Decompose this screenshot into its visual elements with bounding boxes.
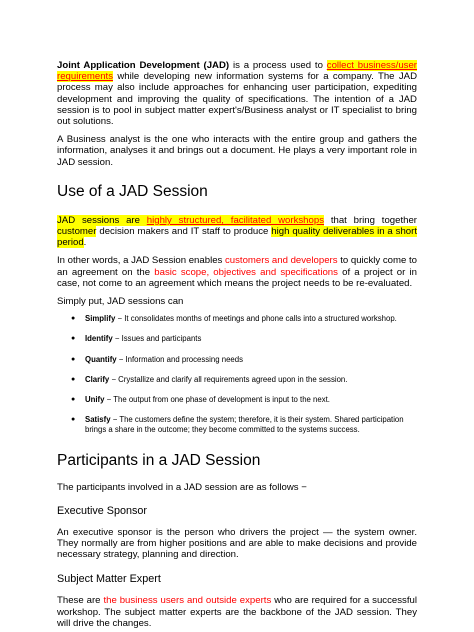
- red-customers-developers: customers and developers: [225, 255, 338, 267]
- executive-sponsor-paragraph: An executive sponsor is the person who drivers the project — the system owner. They normally are from higher positions and are able to make decisions and provide necessary strategy, planning and direction.: [57, 526, 417, 561]
- list-item: ● Satisfy − The customers define the system; therefore, it is their system. Shared participation brings a share in the outcome; they become committed to the systems success.: [71, 415, 404, 435]
- highlight-structured-workshops: highly structured, facilitated workshops: [146, 214, 324, 226]
- use-paragraph-3: Simply put, JAD sessions can: [57, 296, 184, 308]
- jad-term: Joint Application Development (JAD): [57, 60, 230, 71]
- heading-executive-sponsor: Executive Sponsor: [57, 504, 148, 517]
- bullet-icon: ●: [71, 375, 76, 383]
- sme-paragraph: These are the business users and outside experts who are required for a successful workshop. The subject matter experts are the backbone of the JAD session. They will drive the changes.: [57, 595, 417, 629]
- list-item: ● Quantify − Information and processing needs: [71, 354, 243, 364]
- heading-subject-matter-expert: Subject Matter Expert: [57, 573, 161, 586]
- heading-use-of-jad: Use of a JAD Session: [57, 182, 208, 200]
- intro-paragraph-1: Joint Application Development (JAD) is a process used to collect business/user requirements while developing new information systems for a company. The JAD process may also include approaches for enhancing user participation, expediting development and improving the quality of specifications. The intention of a JAD session is to pool in subject matter expert's/Business analyst or IT specialist to bring out solutions.: [57, 60, 417, 128]
- intro-paragraph-2: A Business analyst is the one who interacts with the entire group and gathers the information, analyses it and brings out a document. He plays a very important role in JAD session.: [57, 134, 417, 168]
- participants-intro: The participants involved in a JAD session are as follows −: [57, 481, 307, 493]
- jad-benefits-list: [57, 314, 417, 435]
- list-item: ● Unify − The output from one phase of development is input to the next.: [71, 395, 330, 405]
- red-business-users: the business users and outside experts: [103, 595, 272, 607]
- use-paragraph-1: JAD sessions are highly structured, facilitated workshops that bring together customer decision makers and IT staff to produce high quality deliverables in a short period.: [57, 214, 417, 249]
- list-item: ● Simplify − It consolidates months of meetings and phone calls into a structured workshop.: [71, 314, 397, 324]
- list-item: ● Identify − Issues and participants: [71, 334, 202, 344]
- bullet-icon: ●: [71, 335, 76, 343]
- heading-participants: Participants in a JAD Session: [57, 451, 261, 469]
- list-item: ● Clarify − Crystallize and clarify all requirements agreed upon in the session.: [71, 374, 348, 384]
- bullet-icon: ●: [71, 396, 76, 404]
- bullet-icon: ●: [71, 355, 76, 363]
- highlight-quality-deliverables: high quality deliverables in a short period: [57, 226, 417, 249]
- bullet-icon: ●: [71, 416, 76, 424]
- use-paragraph-2: In other words, a JAD Session enables customers and developers to quickly come to an agreement on the basic scope, objectives and specifications of a project or in case, not come to an agreement which means the project needs to be re-evaluated.: [57, 255, 417, 289]
- red-basic-scope: basic scope, objectives and specifications: [154, 266, 338, 278]
- highlight-collect-requirements: collect business/user requirements: [57, 60, 417, 83]
- bullet-icon: ●: [71, 315, 76, 323]
